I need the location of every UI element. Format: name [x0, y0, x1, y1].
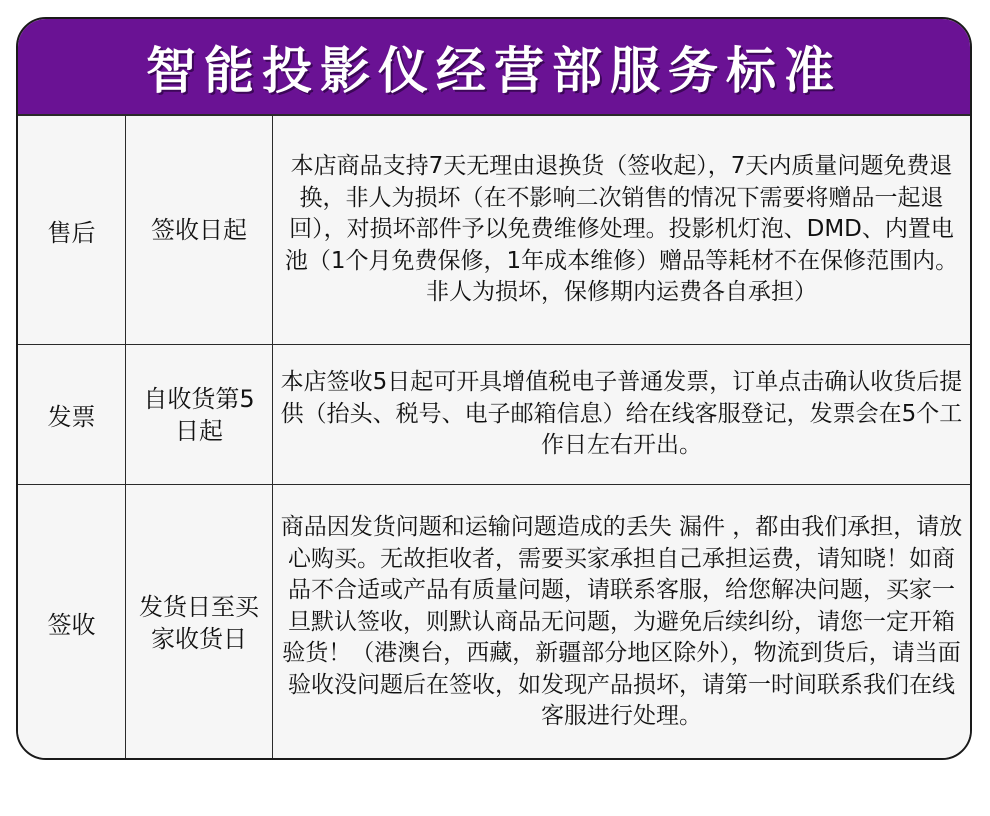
service-table	[18, 114, 970, 760]
detail-cell	[272, 345, 970, 484]
period-cell: 自收货第5日起	[125, 345, 272, 484]
title-banner	[18, 19, 970, 114]
detail-cell	[272, 485, 970, 760]
page-title: 智能投影仪经营部服务标准	[146, 41, 842, 100]
service-standard-card	[16, 17, 972, 760]
detail-text: 本店商品支持7天无理由退换货（签收起），7天内质量问题免费退换，非人为损坏（在不影响二次销售的情况下需要将赠品一起退回），对损坏部件予以免费维修处理。投影机灯泡、DMD、内置电池（1个月免费保修，1年成本维修）赠品等耗材不在保修范围内。非人为损坏，保修期内运费各自承担）	[284, 153, 959, 306]
detail-text: 本店签收5日起可开具增值税电子普通发票，订单点击确认收货后提供（抬头、税号、电子邮箱信息）给在线客服登记，发票会在5个工作日左右开出。	[280, 369, 963, 459]
period-cell: 发货日至买家收货日	[125, 485, 272, 760]
category-cell: 售后	[47, 218, 96, 247]
table-row-signing	[18, 484, 970, 760]
detail-text: 商品因发货问题和运输问题造成的丢失 漏件 ，都由我们承担，请放心购买。无故拒收者，需要买家承担自己承担运费，请知晓！如商品不合适或产品有质量问题，请联系客服，给您解决问题，买家一旦默认签收，则默认商品无问题，为避免后续纠纷，请您一定开箱验货！（港澳台，西藏，新疆部分地区除外），物流到货后，请当面验收没问题后在签收，如发现产品损坏，请第一时间联系我们在线客服进行处理。	[280, 514, 963, 730]
table-row-after-sales	[18, 114, 970, 344]
category-cell: 签收	[47, 611, 96, 639]
period-cell: 签收日起	[125, 116, 272, 344]
category-cell: 发票	[47, 403, 96, 431]
detail-cell	[272, 116, 970, 344]
table-row-invoice	[18, 344, 970, 484]
